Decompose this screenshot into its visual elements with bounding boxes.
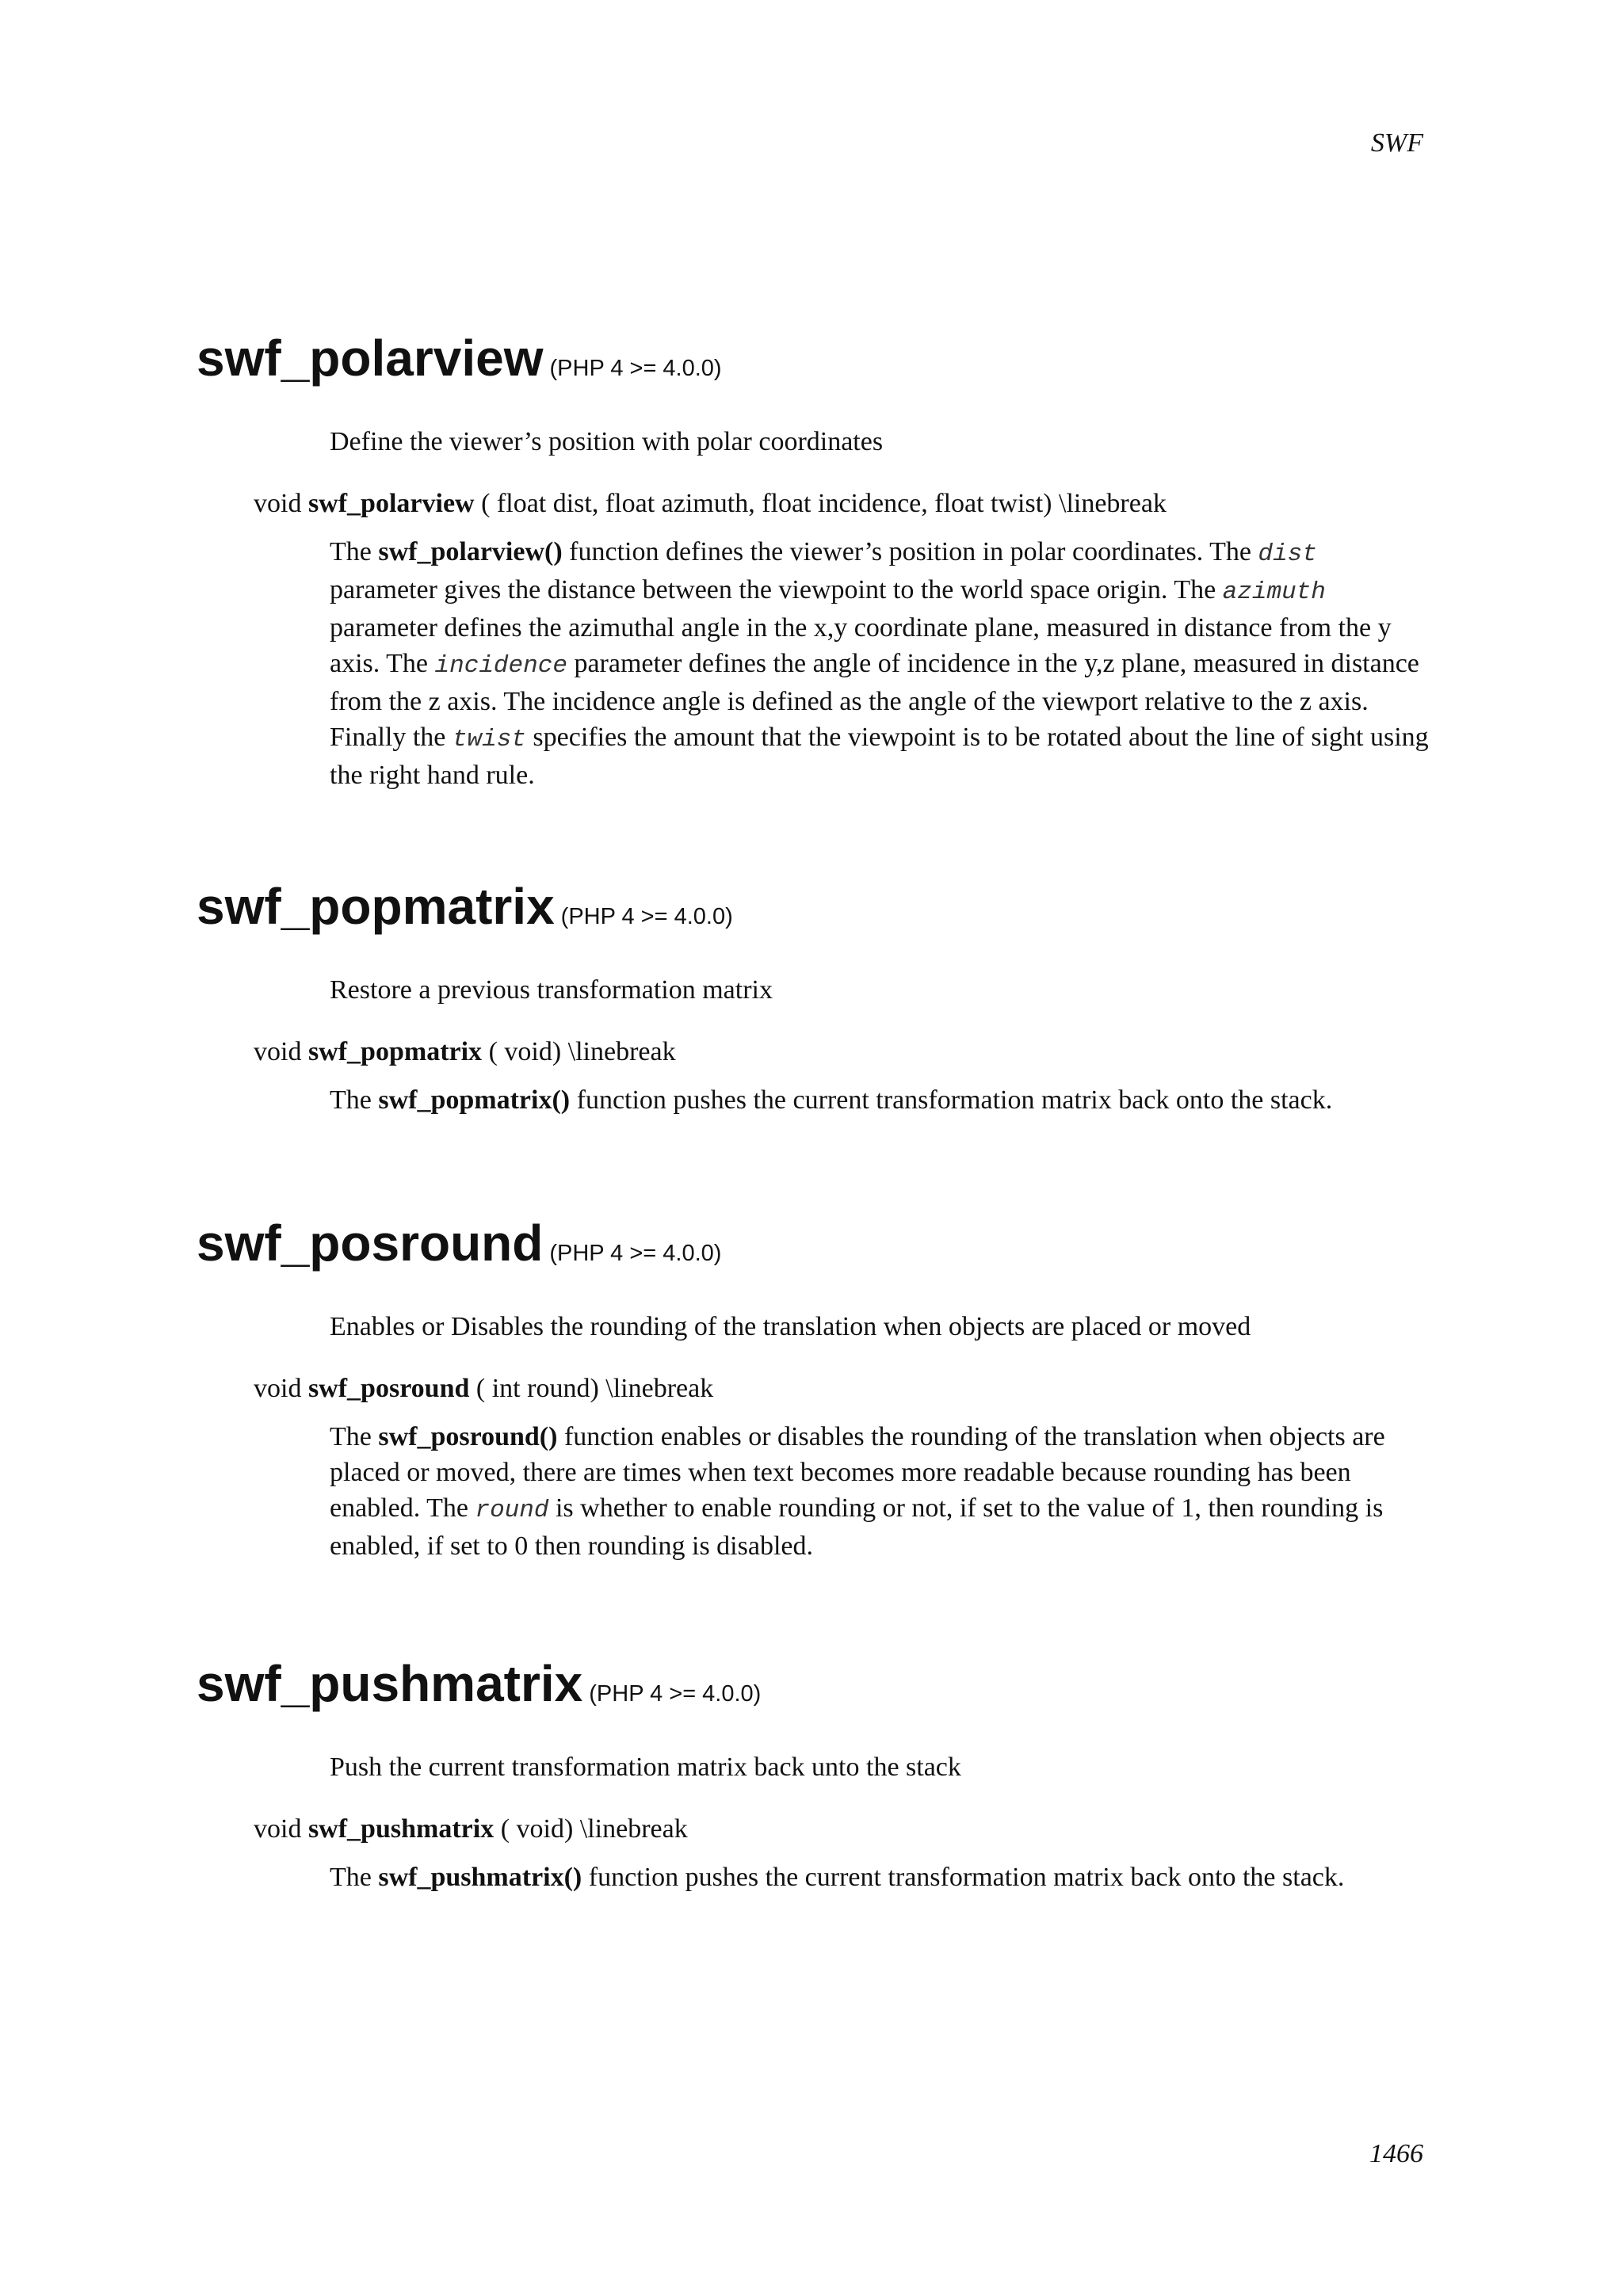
entry-swf-popmatrix <box>197 878 1433 1118</box>
version-note: (PHP 4 >= 4.0.0) <box>549 356 722 381</box>
return-type: void <box>254 489 302 518</box>
function-synopsis <box>254 1035 1433 1070</box>
function-purpose: Define the viewer’s position with polar coordinates <box>330 427 884 456</box>
synopsis-params: ( void) \linebreak <box>494 1814 688 1844</box>
param-dist: dist <box>1258 540 1317 568</box>
function-purpose: Enables or Disables the rounding of the translation when objects are placed or moved <box>330 1312 1251 1341</box>
description-function-ref: swf_pushmatrix() <box>378 1863 582 1892</box>
return-type: void <box>254 1374 302 1403</box>
synopsis-function-name: swf_posround <box>307 1374 470 1403</box>
description-text: parameter defines the angle of incidence in the y,z plane, measured in distance from the z axis. The incidence angle is defined as the angle of the viewport relative to the z axis. Finally the <box>330 649 1419 752</box>
version-note: (PHP 4 >= 4.0.0) <box>589 1681 762 1707</box>
return-type: void <box>254 1814 302 1844</box>
description-text: specifies the amount that the viewpoint is to be rotated about the line of sight using the right hand rule. <box>330 723 1429 790</box>
synopsis-function-name: swf_popmatrix <box>307 1037 483 1066</box>
entry-swf-pushmatrix <box>197 1655 1433 1895</box>
description-text: is whether to enable rounding or not, if set to the value of 1, then rounding is enabled, if set to 0 then rounding is disabled. <box>330 1493 1384 1561</box>
param-azimuth: azimuth <box>1222 578 1326 606</box>
description-text: function enables or disables the rounding of the translation when objects are placed or moved, there are times when text becomes more readable because rounding has been enabled. The <box>330 1422 1385 1523</box>
function-heading <box>197 878 1433 935</box>
function-name: swf_polarview <box>197 330 544 387</box>
function-description <box>330 1859 1430 1895</box>
function-synopsis <box>254 486 1433 521</box>
description-text: The <box>330 1863 379 1892</box>
version-note: (PHP 4 >= 4.0.0) <box>549 1241 722 1266</box>
function-synopsis <box>254 1371 1433 1406</box>
description-function-ref: swf_posround() <box>378 1422 558 1451</box>
param-incidence: incidence <box>434 652 567 680</box>
description-text: parameter gives the distance between the viewpoint to the world space origin. The <box>330 575 1223 605</box>
function-heading <box>197 1655 1433 1712</box>
description-text: The <box>330 1422 379 1451</box>
function-synopsis <box>254 1812 1433 1847</box>
function-purpose: Restore a previous transformation matrix <box>330 975 773 1005</box>
description-text: function defines the viewer’s position in polar coordinates. The <box>562 537 1258 566</box>
function-name: swf_posround <box>197 1215 544 1272</box>
function-heading <box>197 1215 1433 1272</box>
synopsis-params: ( void) \linebreak <box>482 1037 676 1066</box>
entry-swf-polarview <box>197 330 1433 793</box>
description-text: function pushes the current transformation matrix back onto the stack. <box>582 1863 1345 1892</box>
synopsis-function-name: swf_pushmatrix <box>307 1814 495 1844</box>
synopsis-params: ( float dist, float azimuth, float incidence, float twist) \linebreak <box>474 489 1167 518</box>
function-name: swf_pushmatrix <box>197 1655 583 1712</box>
function-description <box>330 1082 1430 1118</box>
function-description <box>330 534 1430 793</box>
function-heading <box>197 330 1433 387</box>
description-function-ref: swf_polarview() <box>378 537 563 566</box>
description-text: The <box>330 1085 379 1115</box>
function-purpose: Push the current transformation matrix back unto the stack <box>330 1753 961 1782</box>
description-text: function pushes the current transformation matrix back onto the stack. <box>570 1085 1333 1115</box>
page-number: 1466 <box>1369 2139 1423 2168</box>
description-text: parameter defines the azimuthal angle in the x,y coordinate plane, measured in distance from the y axis. The <box>330 613 1392 678</box>
synopsis-function-name: swf_polarview <box>307 489 475 518</box>
function-name: swf_popmatrix <box>197 878 555 935</box>
entry-swf-posround <box>197 1215 1433 1564</box>
description-function-ref: swf_popmatrix() <box>378 1085 571 1115</box>
param-round: round <box>475 1497 549 1524</box>
running-head: SWF <box>1370 128 1423 158</box>
version-note: (PHP 4 >= 4.0.0) <box>560 904 733 929</box>
synopsis-params: ( int round) \linebreak <box>469 1374 714 1403</box>
description-text: The <box>330 537 379 566</box>
param-twist: twist <box>452 726 526 753</box>
function-description <box>330 1419 1430 1564</box>
return-type: void <box>254 1037 302 1066</box>
